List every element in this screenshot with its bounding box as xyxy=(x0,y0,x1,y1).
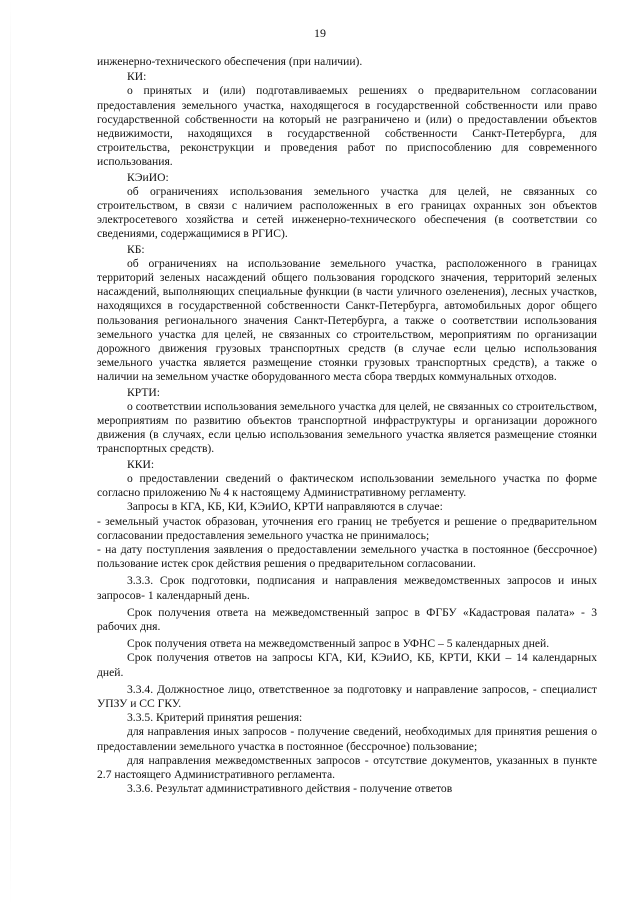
page-number: 19 xyxy=(314,26,326,40)
paragraph: инженерно-технического обеспечения (при наличии). xyxy=(97,55,363,68)
scan-margin-line xyxy=(10,0,11,905)
paragraph: Срок получения ответа на межведомственный запрос в УФНС – 5 календарных дней. xyxy=(127,637,550,651)
paragraph: 3.3.3. Срок подготовки, подписания и направления межведомственных запросов и иных запросов- 1 календарный день. xyxy=(97,574,597,602)
paragraph: о соответствии использования земельного участка для целей, не связанных со строительством, мероприятиям по развитию объектов транспортной инфраструктуры и организации дорожного движения (в случаях, если целью использования земельного участка является размещение стоянки транспортных средств). xyxy=(97,399,597,456)
paragraph: 3.3.4. Должностное лицо, ответственное за подготовку и направление запросов, - специалист УПЗУ и СС ГКУ. xyxy=(97,682,597,710)
paragraph: Срок получения ответов на запросы КГА, КИ, КЭиИО, КБ, КРТИ, ККИ – 14 календарных дней. xyxy=(97,651,597,679)
document-body xyxy=(97,55,597,796)
section-label: ККИ: xyxy=(127,457,155,471)
paragraph: Запросы в КГА, КБ, КИ, КЭиИО, КРТИ направляются в случае: xyxy=(127,500,443,514)
paragraph: - земельный участок образован, уточнения его границ не требуется и решение о предварительном согласовании предоставления земельного участка не принималось; xyxy=(97,514,597,542)
paragraph: об ограничениях использования земельного участка для целей, не связанных со строительством, в связи с наличием расположенных в его границах охранных зон объектов электросетевого хозяйства и сетей инженерно-технического обеспечения (в соответствии со сведениями, содержащимися в РГИС). xyxy=(97,184,597,241)
paragraph: о предоставлении сведений о фактическом использовании земельного участка по форме согласно приложению № 4 к настоящему Административному регламенту. xyxy=(97,471,597,500)
paragraph: - на дату поступления заявления о предоставлении земельного участка в постоянное (бессрочное) пользование истек срок действия решения о предварительном согласовании. xyxy=(97,542,597,571)
paragraph: для направления межведомственных запросов - отсутствие документов, указанных в пункте 2.7 настоящего Административного регламента. xyxy=(97,753,597,781)
section-label: КБ: xyxy=(127,242,145,256)
section-label: КЭиИО: xyxy=(127,170,169,184)
paragraph: для направления иных запросов - получение сведений, необходимых для принятия решения о предоставлении земельного участка в постоянное (бессрочное) пользование; xyxy=(97,725,597,753)
paragraph: об ограничениях на использование земельного участка, расположенного в границах территорий зеленых насаждений общего пользования городского значения, территорий зеленых насаждений, выполняющих специальные функции (в части уличного озеленения), лесных участков, находящихся в государственной собственности Санкт-Петербурга, автомобильных дорог общего пользования регионального значения Санкт-Петербурга, а также о соответствии использования земельного участка для целей, не связанных со строительством, мероприятиям по организации дорожного движения грузовых транспортных средств (в случае если целью использования земельного участка является размещение стоянки грузовых транспортных средств), а также о наличии на земельном участке оборудованного места сбора твердых коммунальных отходов. xyxy=(97,256,597,384)
paragraph: Срок получения ответа на межведомственный запрос в ФГБУ «Кадастровая палата» - 3 рабочих дня. xyxy=(97,605,597,633)
section-label: КРТИ: xyxy=(127,385,160,399)
paragraph: о принятых и (или) подготавливаемых решениях о предварительном согласовании предоставления земельного участка, находящегося в государственной собственности или право государственной собственности на который не разграничено и (или) о предоставлении объектов недвижимости, находящихся в государственной собственности Санкт-Петербурга, для строительства, реконструкции и проведения работ по приспособлению для современного использования. xyxy=(97,84,597,169)
paragraph: 3.3.6. Результат административного действия - получение ответов xyxy=(127,782,453,796)
paragraph: 3.3.5. Критерий принятия решения: xyxy=(127,711,303,725)
section-label: КИ: xyxy=(127,70,147,84)
